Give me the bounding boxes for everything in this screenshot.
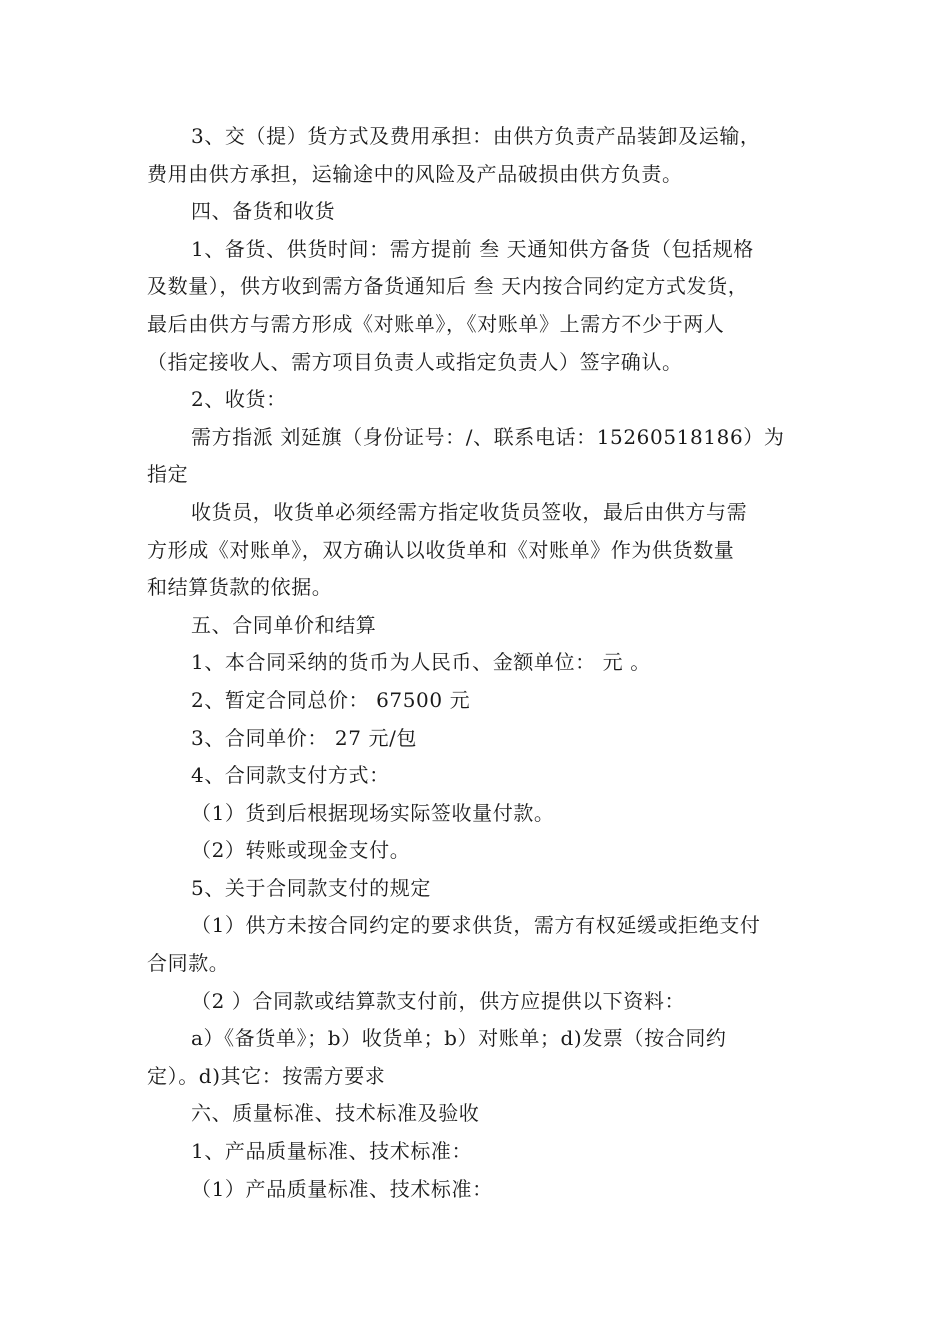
text-line: 费用由供方承担，运输途中的风险及产品破损由供方负责。 [147, 161, 683, 186]
text-line: 最后由供方与需方形成《对账单》，《对账单》上需方不少于两人 [147, 311, 725, 336]
text-line: 2、收货： [191, 387, 287, 412]
document-body [147, 118, 837, 1208]
text-line: （1）供方未按合同约定的要求供货，需方有权延缓或拒绝支付 [191, 913, 761, 938]
text-line: a）《备货单》；b）收货单；b）对账单；d)发票（按合同约 [191, 1026, 727, 1051]
text-line: 合同款。 [147, 951, 230, 976]
text-line: 需方指派 刘延旗（身份证号：/、联系电话：15260518186）为 [191, 424, 785, 449]
text-line: 方形成《对账单》，双方确认以收货单和《对账单》作为供货数量 [147, 537, 735, 562]
text-line: 3、合同单价： 27 元/包 [191, 725, 418, 750]
text-line: 2、暂定合同总价： 67500 元 [191, 687, 471, 712]
text-line: （1）产品质量标准、技术标准： [191, 1176, 493, 1201]
text-line: 及数量），供方收到需方备货通知后 叁 天内按合同约定方式发货， [147, 274, 749, 299]
text-line: 4、合同款支付方式： [191, 763, 390, 788]
text-line: （1）货到后根据现场实际签收量付款。 [191, 800, 555, 825]
text-line: 1、产品质量标准、技术标准： [191, 1139, 473, 1164]
text-line: 五、合同单价和结算 [191, 612, 377, 637]
text-line: （指定接收人、需方项目负责人或指定负责人）签字确认。 [147, 349, 683, 374]
text-line: 指定 [147, 462, 189, 487]
text-line: 3、交（提）货方式及费用承担：由供方负责产品装卸及运输， [191, 124, 761, 148]
text-line: 四、备货和收货 [191, 199, 336, 224]
text-line: 定）。d)其它：按需方要求 [147, 1063, 386, 1088]
text-line: 1、备货、供货时间：需方提前 叁 天通知供方备货（包括规格 [191, 236, 754, 261]
text-line: 六、质量标准、技术标准及验收 [191, 1101, 480, 1126]
text-line: 1、本合同采纳的货币为人民币、金额单位： 元 。 [191, 650, 651, 675]
text-line: 5、关于合同款支付的规定 [191, 875, 431, 900]
text-line: （2 ）合同款或结算款支付前，供方应提供以下资料： [191, 988, 686, 1013]
text-line: 收货员，收货单必须经需方指定收货员签收，最后由供方与需 [191, 499, 748, 524]
text-line: （2）转账或现金支付。 [191, 838, 411, 863]
text-line: 和结算货款的依据。 [147, 575, 333, 600]
